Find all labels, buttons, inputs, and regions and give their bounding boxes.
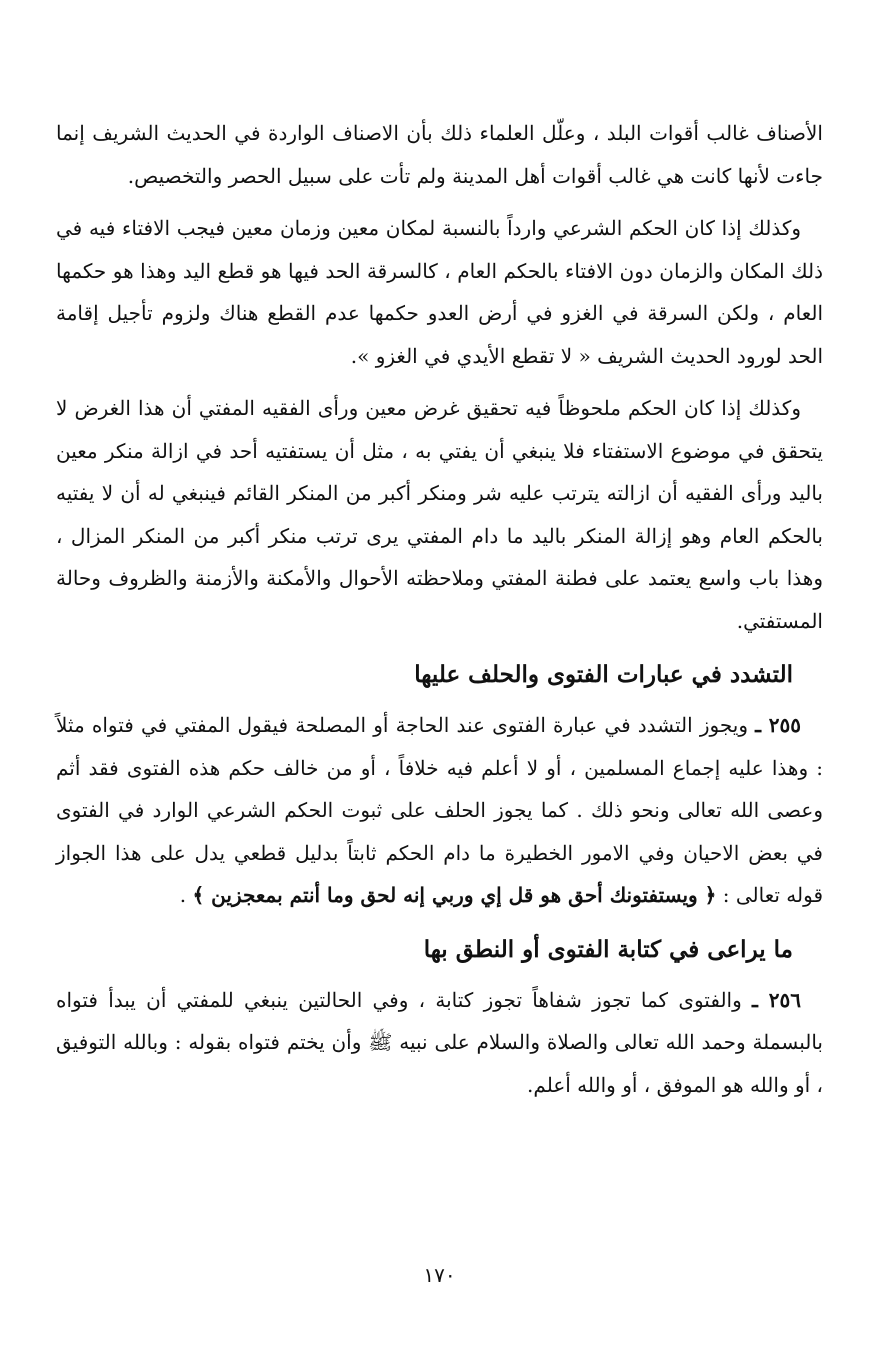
- item-number-256: ٢٥٦ ـ: [752, 987, 802, 1012]
- paragraph-1: الأصناف غالب أقوات البلد ، وعلّل العلماء ذلك بأن الاصناف الواردة في الحديث الشريف إنما جاءت لأنها كانت هي غالب أقوات أهل المدينة ولم تأت على سبيل الحصر والتخصيص.: [56, 121, 823, 188]
- paragraph-256-text: والفتوى كما تجوز شفاهاً تجوز كتابة ، وفي الحالتين ينبغي للمفتي أن يبدأ فتواه بالبسملة وحمد الله تعالى والصلاة والسلام على نبيه ﷺ وأن يختم فتواه بقوله : وبالله التوفيق ، أو والله هو الموفق ، أو والله أعلم.: [56, 987, 823, 1097]
- paragraph-256: [56, 979, 823, 1107]
- item-number-255: ٢٥٥ ـ: [755, 713, 802, 737]
- paragraph-255: [56, 704, 823, 917]
- paragraph-2: وكذلك إذا كان الحكم الشرعي وارداً بالنسبة لمكان معين وزمان معين فيجب الافتاء فيه في ذلك المكان والزمان دون الافتاء بالحكم العام ، كالسرقة الحد فيها هو قطع اليد وهذا هو حكمها العام ، ولكن السرقة في الغزو في أرض العدو حكمها عدم القطع هناك ولزوم تأجيل إقامة الحد لورود الحديث الشريف « لا تقطع الأيدي في الغزو ».: [56, 216, 823, 368]
- page-number: ١٧٠: [423, 1263, 456, 1287]
- page-body: [56, 112, 823, 1116]
- paragraph-3: وكذلك إذا كان الحكم ملحوظاً فيه تحقيق غرض معين ورأى الفقيه المفتي أن هذا الغرض لا يتحقق في موضوع الاستفتاء فلا ينبغي أن يفتي به ، مثل أن يستفتيه أحد في ازالة منكر معين باليد ورأى الفقيه أن ازالته يترتب عليه شر ومنكر أكبر من المنكر القائم فينبغي له أن لا يفتيه بالحكم العام وهو إزالة المنكر باليد ما دام المفتي يرى ترتب منكر أكبر من المنكر المزال ، وهذا باب واسع يعتمد على فطنة المفتي وملاحظته الأحوال والأمكنة والأزمنة والظروف وحالة المستفتي.: [56, 396, 823, 633]
- section-heading-2: ما يراعى في كتابة الفتوى أو النطق بها: [423, 935, 793, 963]
- quran-verse: ﴿ ويستفتونك أحق هو قل إي وربي إنه لحق وما أنتم بمعجزين ﴾: [192, 883, 717, 907]
- verse-end-punct: .: [179, 883, 187, 907]
- paragraph-255-text: ويجوز التشدد في عبارة الفتوى عند الحاجة أو المصلحة فيقول المفتي في فتواه مثلاً : وهذا عليه إجماع المسلمين ، أو لا أعلم فيه خلافاً ، أو من خالف حكم هذه الفتوى فقد أثم وعصى الله تعالى ونحو ذلك . كما يجوز الحلف على ثبوت الحكم الشرعي الوارد في الفتوى في بعض الاحيان وفي الامور الخطيرة ما دام الحكم ثابتاً بدليل قطعي يدل على هذا الجواز قوله تعالى :: [56, 713, 823, 907]
- section-heading-1: التشدد في عبارات الفتوى والحلف عليها: [414, 661, 793, 688]
